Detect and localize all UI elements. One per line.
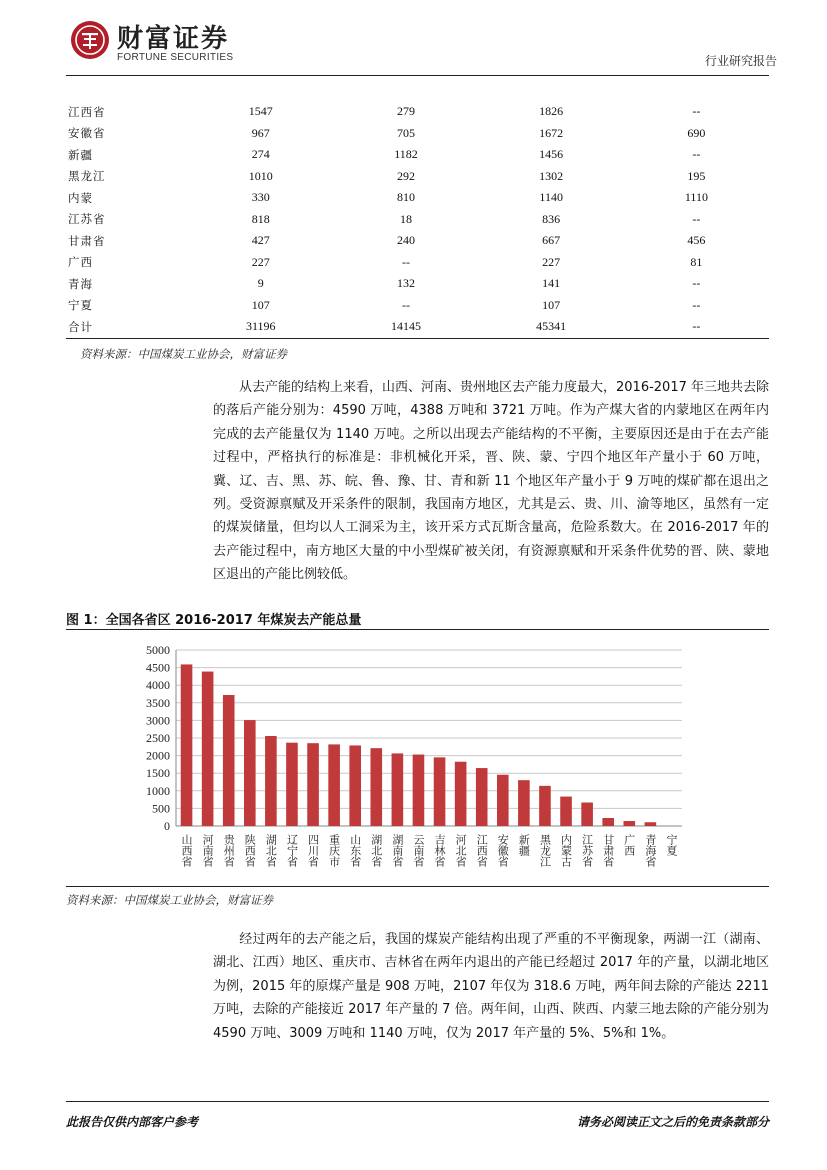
x-tick-label: 湖南省 — [390, 834, 404, 867]
paragraph-text: 经过两年的去产能之后，我国的煤炭产能结构出现了严重的不平衡现象，两湖一江（湖南、湖北、江西）地区、重庆市、吉林省在两年内退出的产能已经超过 2017 年的产量，以湖北地区为例，2015 年的原煤产量是 908 万吨，2107 年仅为 318.6 万吨，两年间去除的产能达 2211 万吨，去除的产能接近 2017 年产量的 7 倍。两年间，山西、陕西、内蒙三地去除的产能分别为 4590 万吨、3009 万吨和 1140 万吨，仅为 2017 年产量的 5%、5%和 1%。 — [213, 932, 769, 1041]
bar-19 — [581, 803, 593, 826]
bar-16 — [518, 780, 530, 826]
figure-bottom-rule — [66, 886, 769, 887]
table-cell-value: 330 — [251, 190, 270, 205]
table-cell-value: -- — [692, 276, 701, 291]
table-cell-province: 内蒙 — [68, 190, 93, 205]
table-cell-value: -- — [401, 297, 410, 312]
figure-source: 资料来源：中国煤炭工业协会，财富证券 — [66, 893, 273, 907]
y-tick-label: 1500 — [146, 766, 170, 781]
x-tick-label: 新疆 — [517, 834, 531, 856]
table-cell-value: 1110 — [684, 190, 708, 205]
bar-12 — [434, 757, 446, 826]
table-cell-value: 45341 — [479, 316, 624, 338]
x-tick-label: 安徽省 — [496, 834, 510, 867]
table-cell-province: 广西 — [68, 255, 93, 270]
x-tick-label: 江西省 — [475, 834, 489, 867]
paragraph-imbalance — [213, 928, 769, 1045]
table-cell-value: 227 — [251, 254, 270, 269]
paragraph-text: 从去产能的结构上来看，山西、河南、贵州地区去产能力度最大，2016-2017 年三地共去除的落后产能分别为：4590 万吨，4388 万吨和 3721 万吨。作为产煤大省的内蒙地区在两年内完成的去产能量仅为 1140 万吨。之所以出现去产能结构的不平衡，主要原因还是由于在去产能过程中，严格执行的标准是：非机械化开采，晋、陕、蒙、宁四个地区年产量小于 60 万吨，冀、辽、吉、黑、苏、皖、鲁、豫、甘、青和新 11 个地区年产量小于 9 万吨的煤矿都在退出之列。受资源禀赋及开采条件的限制，我国南方地区，尤其是云、贵、川、渝等地区，虽然有一定的煤炭储量，但均以人工洞采为主，该开采方式瓦斯含量高，危险系数大。在 2016-2017 年的去产能过程中，南方地区大量的中小型煤矿被关闭，有资源禀赋和开采条件优势的晋、陕、蒙地区退出的产能比例较低。 — [213, 380, 769, 583]
table-row — [66, 252, 769, 274]
x-tick-label: 河南省 — [201, 834, 215, 867]
y-tick-label: 2000 — [146, 748, 170, 763]
x-tick-label: 河北省 — [454, 834, 468, 867]
table-cell-value: 14145 — [333, 316, 478, 338]
bar-6 — [307, 743, 319, 826]
table-cell-value: 9 — [257, 276, 264, 291]
table-cell-province: 新疆 — [68, 147, 93, 162]
x-tick-label: 贵州省 — [222, 834, 236, 867]
bar-7 — [328, 744, 340, 826]
bar-2 — [223, 695, 235, 826]
bar-5 — [286, 743, 298, 826]
y-tick-label: 4500 — [146, 660, 170, 675]
table-cell-value: 195 — [687, 168, 706, 183]
table-cell-value: 1010 — [248, 168, 273, 183]
table-row — [66, 316, 769, 338]
table-cell-value: 274 — [251, 147, 270, 162]
table-row — [66, 230, 769, 252]
table-cell-value: 705 — [396, 125, 415, 140]
table-cell-value: 1672 — [539, 125, 564, 140]
table-cell-value: 141 — [542, 276, 561, 291]
table-cell-value: 1456 — [539, 147, 564, 162]
table-cell-value: 1826 — [539, 104, 564, 119]
bar-22 — [645, 822, 657, 826]
x-tick-label: 山西省 — [180, 834, 194, 867]
table-cell-value: 292 — [396, 168, 415, 183]
x-tick-label: 黑龙江 — [538, 834, 552, 867]
table-cell-province: 宁夏 — [68, 298, 93, 313]
table-cell-value: -- — [692, 211, 701, 226]
footer-divider — [66, 1101, 769, 1102]
y-tick-label: 5000 — [146, 643, 170, 657]
table-cell-province: 江苏省 — [68, 212, 106, 227]
y-tick-label: 500 — [152, 801, 170, 816]
x-tick-label: 辽宁省 — [285, 834, 299, 867]
table-cell-value: 427 — [251, 233, 270, 248]
table-row — [66, 123, 769, 145]
bar-20 — [602, 818, 614, 826]
table-cell-province: 合计 — [66, 316, 188, 338]
table-cell-value: 1302 — [539, 168, 564, 183]
bar-10 — [392, 753, 404, 826]
bar-8 — [349, 745, 361, 826]
fortune-logo-icon — [70, 20, 110, 60]
x-tick-label: 重庆市 — [327, 834, 341, 867]
figure-top-rule — [66, 629, 769, 630]
table-cell-value: 810 — [396, 190, 415, 205]
x-tick-label: 江苏省 — [580, 834, 594, 867]
bar-4 — [265, 736, 277, 826]
table-cell-value: 836 — [542, 211, 561, 226]
table-cell-value: 818 — [251, 211, 270, 226]
y-tick-label: 2500 — [146, 731, 170, 745]
table-cell-value: 107 — [251, 297, 270, 312]
table-row — [66, 295, 769, 317]
table-row — [66, 101, 769, 123]
bar-0 — [181, 664, 193, 826]
bar-9 — [370, 748, 382, 826]
table-row — [66, 209, 769, 231]
table-cell-value: 227 — [542, 254, 561, 269]
table-cell-value: 31196 — [188, 316, 333, 338]
x-tick-label: 甘肃省 — [601, 834, 615, 867]
table-cell-value: 690 — [687, 125, 706, 140]
x-tick-label: 青海省 — [643, 834, 657, 867]
capacity-table — [66, 101, 769, 339]
table-cell-value: 1140 — [539, 190, 563, 205]
table-cell-value: 240 — [396, 233, 415, 248]
figure-title: 图 1：全国各省区 2016-2017 年煤炭去产能总量 — [66, 613, 362, 628]
report-type: 行业研究报告 — [704, 54, 777, 68]
table-row — [66, 166, 769, 188]
table-cell-province: 江西省 — [68, 104, 106, 119]
y-tick-label: 3500 — [146, 695, 170, 710]
x-tick-label: 广西 — [622, 834, 636, 856]
table-cell-value: 1547 — [248, 104, 273, 119]
table-cell-value: -- — [624, 316, 769, 338]
table-cell-value: 18 — [399, 211, 412, 226]
table-cell-province: 黑龙江 — [68, 169, 106, 184]
x-tick-label: 山东省 — [348, 834, 362, 867]
table-cell-value: 967 — [251, 125, 270, 140]
table-cell-province: 青海 — [68, 276, 93, 291]
bar-14 — [476, 768, 488, 826]
table-cell-value: 456 — [687, 233, 706, 248]
table-cell-value: 1182 — [394, 147, 418, 162]
table-row — [66, 144, 769, 166]
x-tick-label: 湖北省 — [369, 834, 383, 867]
table-row — [66, 273, 769, 295]
x-tick-label: 四川省 — [306, 834, 320, 867]
data-table — [66, 101, 769, 339]
page-header — [0, 0, 827, 82]
bar-18 — [560, 797, 572, 826]
x-tick-label: 宁夏 — [664, 834, 678, 856]
header-divider — [66, 75, 769, 76]
x-tick-label: 云南省 — [411, 834, 425, 867]
table-cell-value: -- — [692, 147, 701, 162]
table-cell-value: -- — [692, 104, 701, 119]
y-tick-label: 3000 — [146, 713, 170, 728]
footer-note: 此报告仅供内部客户参考 — [66, 1115, 199, 1129]
x-tick-label: 内蒙古 — [559, 834, 573, 867]
paragraph-structure — [213, 376, 769, 587]
table-cell-province: 甘肃省 — [68, 233, 106, 248]
bar-chart — [130, 638, 690, 886]
table-cell-value: 132 — [396, 276, 415, 291]
table-cell-value: -- — [692, 297, 701, 312]
x-tick-label: 湖北省 — [264, 834, 278, 867]
table-cell-value: 81 — [690, 254, 703, 269]
bar-13 — [455, 762, 467, 826]
y-tick-label: 1000 — [146, 783, 170, 798]
table-cell-value: 667 — [542, 233, 561, 248]
bar-3 — [244, 720, 256, 826]
brand-name-cn: 财富证券 — [117, 24, 230, 54]
y-tick-label: 0 — [164, 819, 170, 833]
bar-17 — [539, 786, 551, 826]
table-cell-value: -- — [401, 254, 410, 269]
table-cell-province: 安徽省 — [68, 126, 106, 141]
table-row — [66, 187, 769, 209]
bar-21 — [623, 821, 635, 826]
x-tick-label: 陕西省 — [243, 834, 257, 867]
y-tick-label: 4000 — [146, 678, 170, 693]
bar-1 — [202, 672, 214, 826]
brand-name-en: FORTUNE SECURITIES — [117, 52, 234, 63]
table-cell-value: 279 — [396, 104, 415, 119]
table-cell-value: 107 — [542, 297, 561, 312]
footer-disclaimer: 请务必阅读正文之后的免责条款部分 — [576, 1115, 769, 1129]
x-tick-label: 吉林省 — [433, 834, 447, 867]
table-source: 资料来源：中国煤炭工业协会，财富证券 — [80, 347, 287, 361]
bar-15 — [497, 775, 509, 826]
bar-11 — [413, 755, 425, 826]
